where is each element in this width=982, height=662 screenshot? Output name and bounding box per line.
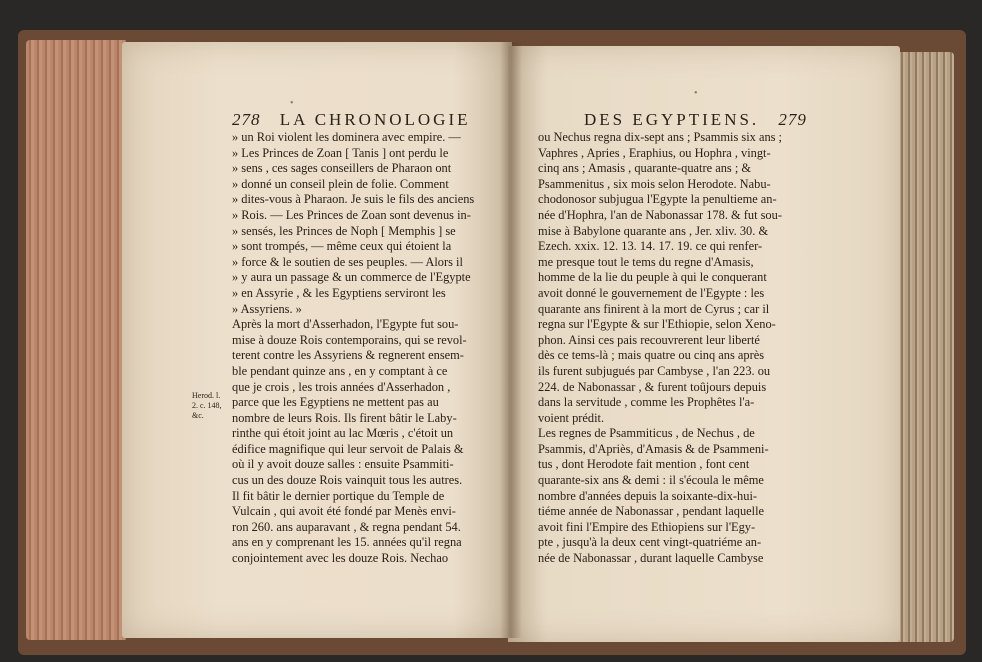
text-line: ou Nechus regna dix-sept ans ; Psammis six ans ; xyxy=(538,130,782,144)
text-line: » force & le soutien de ses peuples. — Alors il xyxy=(232,254,463,269)
text-line: pte , jusqu'à la deux cent vingt-quatriéme an- xyxy=(538,535,762,550)
text-line: où il y avoit douze salles : ensuite Psammiti- xyxy=(232,457,454,472)
text-line: quarante-six ans & demi : il s'écoula le même xyxy=(538,473,764,488)
text-line: » en Assyrie , & les Egyptiens serviront les xyxy=(232,285,446,300)
text-line: dans la servitude , comme les Prophêtes l'a- xyxy=(538,395,755,410)
text-line: tus , dont Herodote fait mention , font cent xyxy=(538,457,750,472)
right-page-body xyxy=(538,130,796,567)
text-line: ble pendant quinze ans , en y comptant à ce xyxy=(232,363,448,378)
text-line: mise à douze Rois contemporains, qui se revol- xyxy=(232,332,467,347)
text-line: phon. Ainsi ces pais recouvrerent leur liberté xyxy=(538,332,760,347)
text-line: Après la mort d'Asserhadon, l'Egypte fut sou- xyxy=(232,317,459,332)
text-line: » donné un conseil plein de folie. Comment xyxy=(232,176,449,191)
text-line: Il fit bâtir le dernier portique du Temple de xyxy=(232,488,445,503)
book-gutter xyxy=(500,42,522,638)
left-page-edges xyxy=(26,40,126,640)
text-line: quarante ans finirent à la mort de Cyrus ; car il xyxy=(538,301,770,316)
text-line: » y aura un passage & un commerce de l'Egypte xyxy=(232,270,471,285)
text-line: tiéme année de Nabonassar , pendant laquelle xyxy=(538,504,765,519)
text-line: Les regnes de Psammiticus , de Nechus , de xyxy=(538,426,755,441)
text-line: Psammenitus , six mois selon Herodote. Nabu- xyxy=(538,176,771,191)
text-line: » dites-vous à Pharaon. Je suis le fils des anciens xyxy=(232,192,475,207)
text-line: » sont trompés, — même ceux qui étoient la xyxy=(232,239,452,254)
text-line: conjointement avec les douze Rois. Nechao xyxy=(232,551,449,566)
text-line: Vaphres , Apries , Eraphius, ou Hophra , vingt- xyxy=(538,145,771,160)
text-line: cinq ans ; Amasis , quarante-quatre ans ; & xyxy=(538,161,751,176)
text-line: Psammis, d'Apriès, d'Amasis & de Psammeni- xyxy=(538,441,769,456)
text-line: » Assyriens. » xyxy=(232,301,302,316)
text-line: parce que les Egyptiens ne mettent pas au xyxy=(232,395,439,410)
right-page-title: DES EGYPTIENS. xyxy=(584,110,760,129)
margin-note xyxy=(192,391,222,421)
margin-note-line: 2. c. 148, xyxy=(192,401,222,410)
text-line: Ezech. xxix. 12. 13. 14. 17. 19. ce qui renfer- xyxy=(538,239,763,254)
text-line: » un Roi violent les dominera avec empire. — xyxy=(232,130,461,144)
text-line: voient prédit. xyxy=(538,410,605,425)
text-line: homme de la lie du peuple à qui le conquerant xyxy=(538,270,767,285)
text-line: née d'Hophra, l'an de Nabonassar 178. & fut sou- xyxy=(538,207,782,222)
text-line: » Rois. — Les Princes de Zoan sont devenus in- xyxy=(232,207,471,222)
text-line: mise à Babylone quarante ans , Jer. xliv. 30. & xyxy=(538,223,769,238)
text-line: chodonosor subjugua l'Egypte la penultieme an- xyxy=(538,192,777,207)
right-page-number: 279 xyxy=(778,110,807,129)
margin-note-line: &c. xyxy=(192,411,204,420)
text-line: dès ce tems-là ; mais quatre ou cinq ans après xyxy=(538,348,765,363)
text-line: née de Nabonassar , durant laquelle Cambyse xyxy=(538,551,764,566)
left-page-header xyxy=(232,110,471,130)
text-line: édifice magnifique qui leur servoit de Palais & xyxy=(232,441,464,456)
text-line: rinthe qui étoit joint au lac Mœris , c'étoit un xyxy=(232,426,454,441)
text-line: » sensés, les Princes de Noph [ Memphis ] se xyxy=(232,223,456,238)
text-line: cus un des douze Rois vainquit tous les autres. xyxy=(232,473,463,488)
margin-note-line: Herod. l. xyxy=(192,391,221,400)
text-line: ans en y comprenant les 15. années qu'il regna xyxy=(232,535,462,550)
left-page-title: LA CHRONOLOGIE xyxy=(279,110,471,129)
text-line: Vulcain , qui avoit été fondé par Menès envi- xyxy=(232,504,456,519)
right-page-header xyxy=(584,110,807,130)
text-line: nombre d'années depuis la soixante-dix-hui- xyxy=(538,488,758,503)
page-ornament-dot: • xyxy=(290,98,294,109)
text-line: me presque tout le tems du regne d'Amasis, xyxy=(538,254,754,269)
text-line: » sens , ces sages conseillers de Pharaon ont xyxy=(232,161,452,176)
text-line: ron 260. ans auparavant , & regna pendant 54. xyxy=(232,519,461,534)
left-page-body xyxy=(232,130,497,567)
text-line: avoit fini l'Empire des Ethiopiens sur l'Egy- xyxy=(538,519,756,534)
text-line: terent contre les Assyriens & regnerent ensem- xyxy=(232,348,464,363)
text-line: regna sur l'Egypte & sur l'Ethiopie, selon Xeno- xyxy=(538,317,776,332)
text-line: avoit donné le gouvernement de l'Egypte : les xyxy=(538,285,765,300)
text-line: nombre de leurs Rois. Ils firent bâtir le Laby- xyxy=(232,410,457,425)
text-line: que je crois , les trois années d'Asserhadon , xyxy=(232,379,451,394)
text-line: » Les Princes de Zoan [ Tanis ] ont perdu le xyxy=(232,145,449,160)
right-page-edges xyxy=(898,52,954,642)
text-line: 224. de Nabonassar , & furent toûjours depuis xyxy=(538,379,767,394)
page-ornament-dot: • xyxy=(694,88,698,99)
text-line: ils furent subjugués par Cambyse , l'an 223. ou xyxy=(538,363,771,378)
left-page-number: 278 xyxy=(232,110,261,129)
